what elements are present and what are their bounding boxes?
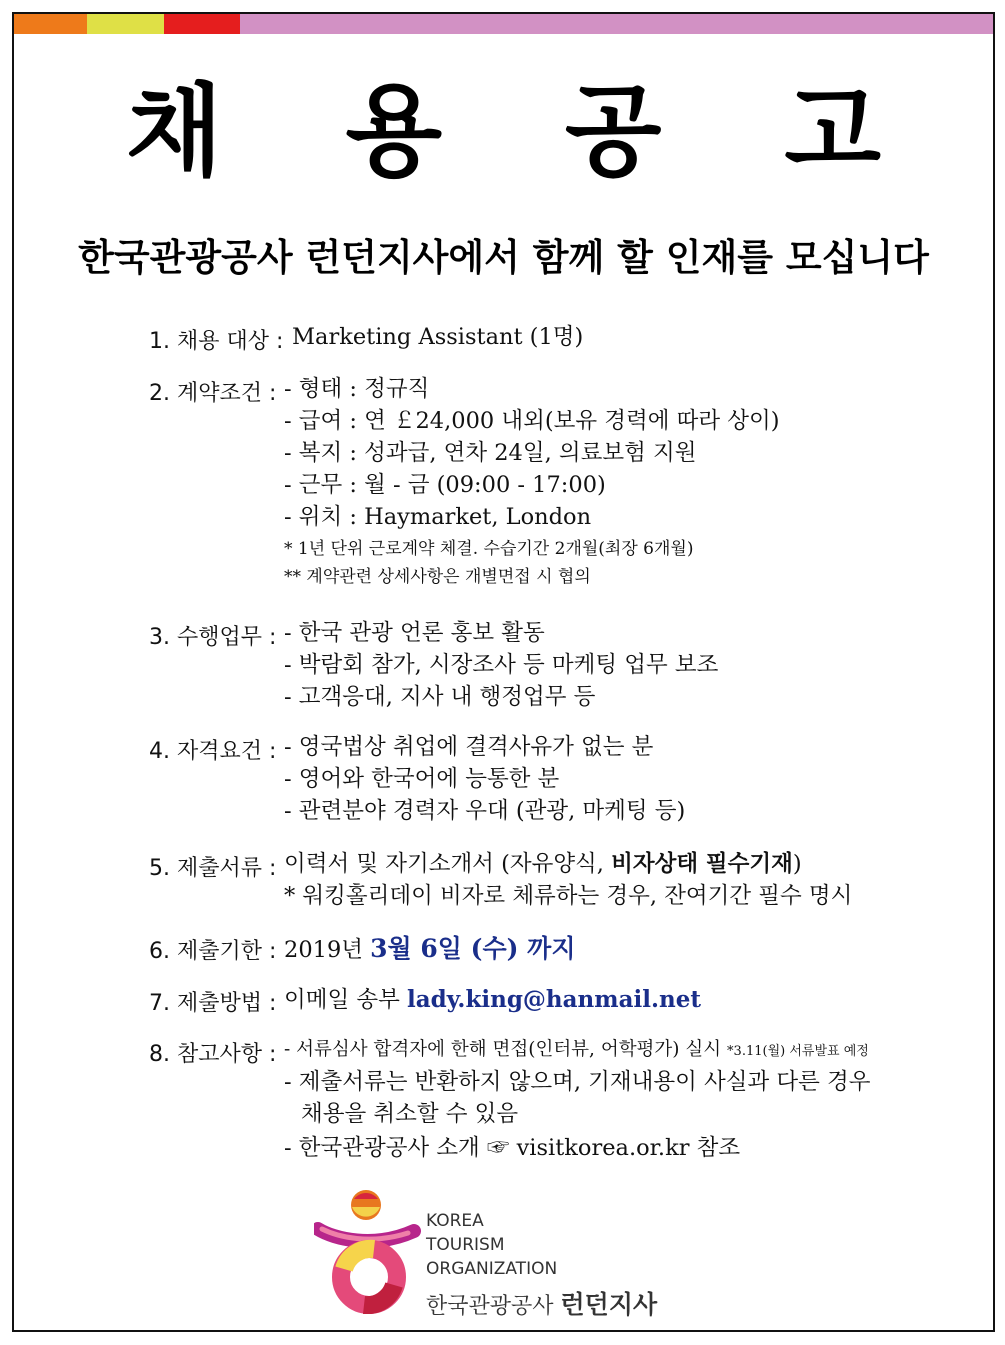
kto-logo-ko-name: 한국관광공사 bbox=[426, 1294, 554, 1319]
kto-logo-ko bbox=[426, 1285, 657, 1321]
qualification-item: - 관련분야 경력자 우대 (관광, 마케팅 등) bbox=[284, 798, 686, 824]
section-submission-method bbox=[149, 986, 949, 1020]
deadline-date: 3월 6일 (수) 까지 bbox=[370, 934, 576, 963]
section-number: 4. bbox=[149, 739, 170, 764]
label-colon: : bbox=[262, 381, 277, 406]
contract-location: - 위치 : Haymarket, London bbox=[284, 504, 592, 530]
label-colon: : bbox=[262, 625, 277, 650]
notes-line-4: - 한국관광공사 소개 ☞ visitkorea.or.kr 참조 bbox=[284, 1135, 741, 1161]
section-number: 8. bbox=[149, 1042, 170, 1067]
working-holiday-note: * 워킹홀리데이 비자로 체류하는 경우, 잔여기간 필수 명시 bbox=[284, 883, 853, 909]
deadline-value bbox=[284, 936, 575, 962]
section-duties bbox=[149, 620, 949, 720]
section-title: 참고사항 bbox=[177, 1042, 263, 1067]
documents-close-paren: ) bbox=[792, 851, 802, 877]
section-title: 계약조건 bbox=[177, 381, 263, 406]
section-deadline bbox=[149, 934, 949, 968]
contract-benefits: - 복지 : 성과급, 연차 24일, 의료보험 지원 bbox=[284, 440, 697, 466]
section-number: 6. bbox=[149, 939, 170, 964]
contract-note-1: * 1년 단위 근로계약 체결. 수습기간 2개월(최장 6개월) bbox=[284, 539, 694, 559]
section-qualifications bbox=[149, 734, 949, 834]
section-number: 5. bbox=[149, 856, 170, 881]
color-bar-yellow bbox=[87, 14, 164, 34]
section-number: 1. bbox=[149, 329, 170, 354]
contract-salary: - 급여 : 연 ￡24,000 내외(보유 경력에 따라 상이) bbox=[284, 408, 780, 434]
announcement-note: *3.11(월) 서류발표 예정 bbox=[727, 1044, 869, 1059]
label-colon: : bbox=[262, 856, 277, 881]
section-label bbox=[149, 734, 276, 765]
kto-logo-en-1: KOREA bbox=[426, 1211, 484, 1231]
kto-logo bbox=[314, 1189, 734, 1319]
label-colon: : bbox=[262, 939, 277, 964]
section-label bbox=[149, 324, 283, 355]
label-colon: : bbox=[269, 329, 284, 354]
kto-logo-mark-icon bbox=[314, 1189, 424, 1314]
color-bar-pink bbox=[240, 14, 993, 34]
section-recruit-target bbox=[149, 324, 949, 354]
section-contract bbox=[149, 376, 949, 591]
label-colon: : bbox=[262, 991, 277, 1016]
submission-email-label: 이메일 송부 bbox=[284, 987, 407, 1013]
submission-email[interactable]: lady.king@hanmail.net bbox=[406, 986, 701, 1013]
section-title: 제출기한 bbox=[177, 939, 263, 964]
poster-frame bbox=[12, 12, 995, 1332]
section-label bbox=[149, 376, 276, 407]
recruit-target-value: Marketing Assistant (1명) bbox=[292, 324, 584, 350]
section-number: 2. bbox=[149, 381, 170, 406]
duty-item: - 고객응대, 지사 내 행정업무 등 bbox=[284, 684, 596, 710]
section-title: 자격요건 bbox=[177, 739, 263, 764]
section-number: 7. bbox=[149, 991, 170, 1016]
contract-note-2: ** 계약관련 상세사항은 개별면접 시 협의 bbox=[284, 567, 591, 587]
color-bar-red bbox=[164, 14, 240, 34]
visa-required-text: 비자상태 필수기재 bbox=[611, 851, 793, 877]
section-label bbox=[149, 851, 276, 882]
kto-logo-en-2: TOURISM bbox=[426, 1235, 505, 1255]
documents-line bbox=[284, 853, 802, 876]
kto-logo-ko-branch: 런던지사 bbox=[560, 1290, 658, 1319]
color-bar-orange bbox=[14, 14, 87, 34]
section-number: 3. bbox=[149, 625, 170, 650]
qualification-item: - 영어와 한국어에 능통한 분 bbox=[284, 766, 560, 792]
contract-type: - 형태 : 정규직 bbox=[284, 376, 430, 402]
section-notes bbox=[149, 1037, 969, 1167]
label-colon: : bbox=[262, 739, 277, 764]
duty-item: - 한국 관광 언론 홍보 활동 bbox=[284, 620, 545, 646]
deadline-year: 2019년 bbox=[284, 937, 371, 963]
color-bar bbox=[14, 14, 993, 34]
section-title: 제출방법 bbox=[177, 991, 263, 1016]
section-label bbox=[149, 620, 276, 651]
contract-hours: - 근무 : 월 - 금 (09:00 - 17:00) bbox=[284, 472, 606, 498]
section-title: 수행업무 bbox=[177, 625, 263, 650]
section-label bbox=[149, 934, 276, 965]
section-title: 채용 대상 bbox=[177, 329, 270, 354]
notes-line-1 bbox=[284, 1041, 869, 1060]
section-documents bbox=[149, 851, 969, 921]
section-label bbox=[149, 1037, 276, 1068]
label-colon: : bbox=[262, 1042, 277, 1067]
interview-note: - 서류심사 합격자에 한해 면접(인터뷰, 어학평가) 실시 bbox=[284, 1039, 722, 1060]
submission-method-value bbox=[284, 988, 701, 1012]
page-title: 채 용 공 고 bbox=[126, 73, 925, 190]
duty-item: - 박람회 참가, 시장조사 등 마케팅 업무 보조 bbox=[284, 652, 719, 678]
documents-text: 이력서 및 자기소개서 (자유양식, bbox=[284, 851, 612, 877]
section-title: 제출서류 bbox=[177, 856, 263, 881]
section-label bbox=[149, 986, 276, 1017]
qualification-item: - 영국법상 취업에 결격사유가 없는 분 bbox=[284, 734, 654, 760]
notes-line-3: 채용을 취소할 수 있음 bbox=[301, 1101, 519, 1127]
notes-line-2: - 제출서류는 반환하지 않으며, 기재내용이 사실과 다른 경우 bbox=[284, 1069, 871, 1095]
page-subtitle: 한국관광공사 런던지사에서 함께 할 인재를 모십니다 bbox=[78, 236, 929, 279]
kto-logo-en-3: ORGANIZATION bbox=[426, 1259, 558, 1279]
